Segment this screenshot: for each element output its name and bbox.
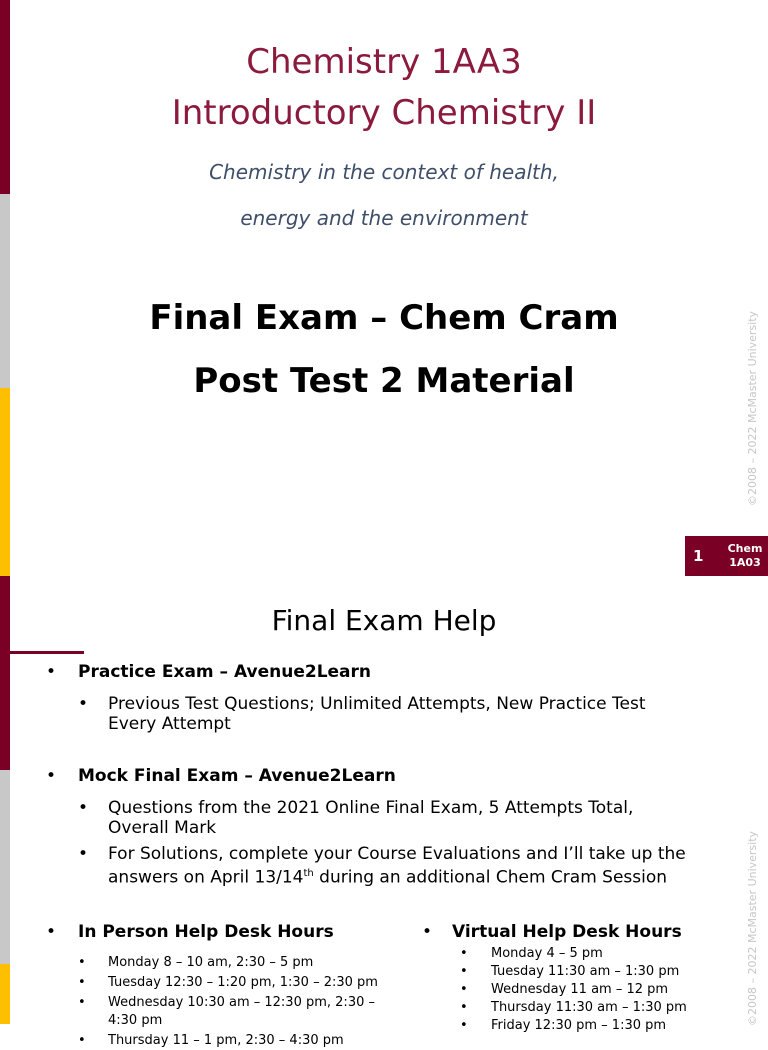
in-person-list bbox=[78, 954, 408, 1050]
exam-help-slide bbox=[0, 576, 768, 1048]
list-item bbox=[460, 999, 710, 1017]
subtitle-line-2: energy and the environment bbox=[240, 206, 528, 230]
bullet-icon: • bbox=[422, 922, 433, 942]
list-item bbox=[460, 981, 710, 999]
ordinal-suffix: th bbox=[303, 868, 314, 879]
bullet-icon: • bbox=[46, 922, 57, 942]
mock-item-2-text-end: during an additional Chem Cram Session bbox=[313, 867, 668, 888]
hours-text: Tuesday 12:30 – 1:20 pm, 1:30 – 2:30 pm bbox=[108, 975, 378, 990]
practice-exam-heading: Practice Exam – Avenue2Learn bbox=[78, 662, 372, 682]
mock-item-2-text: For Solutions, complete your Course Evaluations and I’ll take up the answers on April 13/14 bbox=[108, 844, 686, 888]
accent-bar-gold bbox=[0, 388, 10, 576]
badge-line-1: Chem bbox=[727, 542, 763, 555]
bullet-icon: • bbox=[460, 1018, 468, 1033]
list-item bbox=[78, 974, 408, 992]
bullet-icon: • bbox=[460, 964, 468, 979]
course-code: Chemistry 1AA3 bbox=[246, 42, 522, 82]
copyright-notice: ©2008 – 2022 McMaster University bbox=[746, 830, 759, 1026]
bullet-icon: • bbox=[78, 955, 86, 970]
virtual-list bbox=[460, 945, 710, 1035]
copyright-notice: ©2008 – 2022 McMaster University bbox=[746, 310, 759, 506]
bullet-icon: • bbox=[78, 694, 89, 714]
slide-number: 1 bbox=[693, 547, 704, 565]
bullet-icon: • bbox=[78, 995, 86, 1010]
mock-exam-item-2 bbox=[108, 844, 698, 888]
slide-badge bbox=[685, 536, 768, 576]
bullet-icon: • bbox=[78, 798, 89, 818]
hours-text: Thursday 11:30 am – 1:30 pm bbox=[491, 1000, 687, 1015]
bullet-icon: • bbox=[46, 662, 57, 682]
badge-line-2: 1A03 bbox=[729, 556, 761, 569]
bullet-icon: • bbox=[78, 1033, 86, 1048]
accent-bar-gold bbox=[0, 964, 10, 1024]
mock-exam-item-1: Questions from the 2021 Online Final Exam, 5 Attempts Total, Overall Mark bbox=[108, 798, 634, 838]
course-badge bbox=[725, 542, 765, 570]
accent-bar-grey bbox=[0, 770, 10, 964]
list-item bbox=[460, 1017, 710, 1035]
mock-exam-heading: Mock Final Exam – Avenue2Learn bbox=[78, 766, 396, 786]
hours-text: Wednesday 11 am – 12 pm bbox=[491, 982, 669, 997]
bullet-icon: • bbox=[460, 1000, 468, 1015]
course-name: Introductory Chemistry II bbox=[171, 93, 597, 133]
hours-text: Wednesday 10:30 am – 12:30 pm, 2:30 – 4:30 pm bbox=[108, 995, 375, 1028]
hours-text: Thursday 11 – 1 pm, 2:30 – 4:30 pm bbox=[108, 1033, 344, 1048]
in-person-heading: In Person Help Desk Hours bbox=[78, 922, 334, 942]
heading-line-2: Post Test 2 Material bbox=[193, 361, 575, 401]
hours-text: Tuesday 11:30 am – 1:30 pm bbox=[491, 964, 680, 979]
hours-text: Monday 4 – 5 pm bbox=[491, 946, 603, 961]
bullet-icon: • bbox=[460, 946, 468, 961]
subtitle-line-1: Chemistry in the context of health, bbox=[209, 160, 559, 184]
list-item bbox=[78, 954, 408, 972]
heading-line-1: Final Exam – Chem Cram bbox=[149, 298, 619, 338]
bullet-icon: • bbox=[46, 766, 57, 786]
virtual-heading: Virtual Help Desk Hours bbox=[452, 922, 682, 942]
list-item bbox=[78, 1032, 408, 1050]
practice-exam-item: Previous Test Questions; Unlimited Attempts, New Practice Test Every Attempt bbox=[108, 694, 646, 734]
slide-title: Final Exam Help bbox=[271, 604, 497, 637]
bullet-icon: • bbox=[78, 844, 89, 864]
hours-text: Monday 8 – 10 am, 2:30 – 5 pm bbox=[108, 955, 314, 970]
list-item bbox=[460, 963, 710, 981]
hours-text: Friday 12:30 pm – 1:30 pm bbox=[491, 1018, 667, 1033]
bullet-icon: • bbox=[460, 982, 468, 997]
list-item bbox=[78, 994, 408, 1030]
title-rule bbox=[0, 651, 84, 654]
list-item bbox=[460, 945, 710, 963]
bullet-icon: • bbox=[78, 975, 86, 990]
